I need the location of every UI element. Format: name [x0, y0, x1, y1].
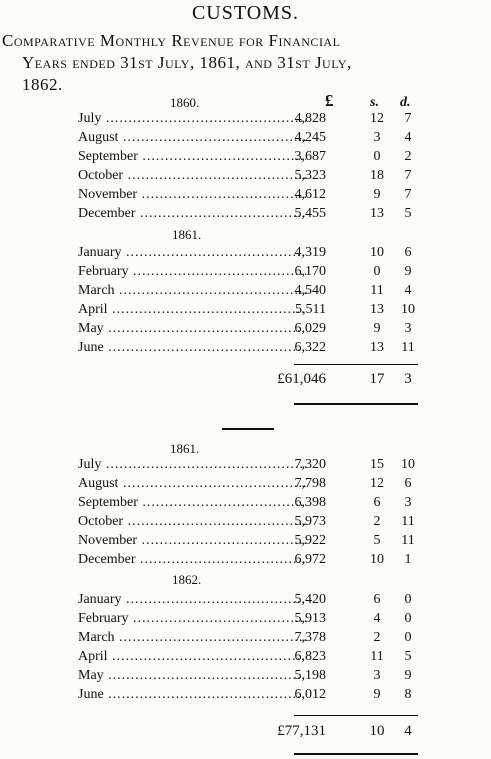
total-row [0, 723, 491, 743]
shillings-value: 3 [373, 130, 381, 145]
pounds-value: 4,319 [294, 245, 326, 260]
total-pence: 3 [404, 371, 412, 387]
pence-value: 11 [401, 514, 415, 529]
pounds-value: 4,245 [294, 130, 326, 145]
pence-value: 2 [404, 149, 412, 164]
table-row [0, 630, 491, 649]
table-row [0, 264, 491, 283]
table-row [0, 687, 491, 706]
total-shillings: 17 [369, 371, 385, 387]
month-label: June ..... [78, 687, 306, 703]
month-label: October ..... [78, 168, 306, 184]
pounds-value: 5,913 [294, 611, 326, 626]
pence-value: 10 [401, 302, 415, 317]
month-label: January ..... [78, 592, 306, 608]
subtitle-line-3: 1862. [22, 75, 63, 94]
shillings-value: 13 [370, 206, 384, 221]
section2-year-a: 1861. [170, 441, 200, 456]
shillings-value: 11 [370, 649, 384, 664]
month-label: September ..... [78, 495, 306, 511]
pounds-value: 4,828 [294, 111, 326, 126]
month-label: December ..... [78, 206, 306, 222]
shillings-value: 0 [373, 264, 381, 279]
shillings-value: 18 [370, 168, 384, 183]
pounds-header: £ [325, 91, 334, 110]
shillings-value: 15 [370, 457, 384, 472]
month-label: March ..... [78, 283, 306, 299]
shillings-value: 2 [373, 630, 381, 645]
section1-year-b: 1861. [172, 227, 202, 242]
pence-value: 9 [404, 264, 412, 279]
pence-value: 7 [404, 168, 412, 183]
pounds-value: 6,012 [294, 687, 326, 702]
month-label: May ..... [78, 668, 306, 684]
table-row [0, 457, 491, 476]
month-label: January ..... [78, 245, 306, 261]
total-rule-top [294, 364, 418, 365]
month-label: August ..... [78, 130, 306, 146]
shillings-value: 10 [370, 552, 384, 567]
pence-value: 11 [401, 533, 415, 548]
pence-value: 5 [404, 206, 412, 221]
section-divider [222, 428, 274, 430]
shillings-value: 0 [373, 149, 381, 164]
shillings-value: 6 [373, 592, 381, 607]
table-row [0, 111, 491, 130]
shillings-value: 13 [370, 302, 384, 317]
table-row [0, 245, 491, 264]
pounds-value: 5,511 [295, 302, 326, 317]
total-pence: 4 [404, 723, 412, 739]
month-label: December ..... [78, 552, 306, 568]
pence-value: 6 [404, 245, 412, 260]
table-row [0, 649, 491, 668]
pence-value: 0 [404, 630, 412, 645]
section1-year-a: 1860. [170, 95, 200, 110]
total-row [0, 371, 491, 391]
pence-value: 3 [404, 321, 412, 336]
table-row [0, 514, 491, 533]
shillings-value: 12 [370, 111, 384, 126]
table-row [0, 168, 491, 187]
pence-value: 0 [404, 592, 412, 607]
month-label: May ..... [78, 321, 306, 337]
month-label: February ..... [78, 264, 306, 280]
pounds-value: 5,973 [294, 514, 326, 529]
table-row [0, 340, 491, 359]
month-label: February ..... [78, 611, 306, 627]
total-shillings: 10 [369, 723, 385, 739]
month-label: November ..... [78, 533, 306, 549]
shillings-value: 9 [373, 321, 381, 336]
table-row [0, 187, 491, 206]
subtitle-line-1: Comparative Monthly Revenue for Financial [2, 31, 341, 50]
table-row [0, 476, 491, 495]
shillings-value: 3 [373, 668, 381, 683]
table-row [0, 495, 491, 514]
shillings-value: 10 [370, 245, 384, 260]
pence-value: 5 [404, 649, 412, 664]
pence-value: 9 [404, 668, 412, 683]
pounds-value: 6,823 [294, 649, 326, 664]
page-title: CUSTOMS. [191, 2, 300, 24]
shillings-value: 9 [373, 687, 381, 702]
pounds-value: 7,798 [294, 476, 326, 491]
pounds-value: 5,455 [294, 206, 326, 221]
pence-header: d. [400, 95, 411, 110]
shillings-value: 6 [373, 495, 381, 510]
month-label: March ..... [78, 630, 306, 646]
pounds-value: 5,323 [294, 168, 326, 183]
subtitle-line-2: Years ended 31st July, 1861, and 31st July, [22, 53, 352, 72]
table-row [0, 302, 491, 321]
total-rule-bottom [294, 403, 418, 405]
pounds-value: 6,170 [294, 264, 326, 279]
table-row [0, 130, 491, 149]
month-label: April ..... [78, 649, 306, 665]
pounds-value: 7,320 [294, 457, 326, 472]
table-row [0, 592, 491, 611]
pounds-value: 4,540 [294, 283, 326, 298]
month-label: July ..... [78, 457, 306, 473]
pounds-value: 5,198 [294, 668, 326, 683]
pence-value: 7 [404, 187, 412, 202]
month-label: September ..... [78, 149, 306, 165]
pence-value: 4 [404, 283, 412, 298]
table-row [0, 533, 491, 552]
pounds-value: 7,378 [294, 630, 326, 645]
table-row [0, 321, 491, 340]
table-row [0, 552, 491, 571]
pounds-value: 5,420 [294, 592, 326, 607]
month-label: November ..... [78, 187, 306, 203]
pounds-value: 5,922 [294, 533, 326, 548]
pence-value: 8 [404, 687, 412, 702]
pounds-value: 4,612 [294, 187, 326, 202]
shillings-value: 9 [373, 187, 381, 202]
pounds-value: 6,322 [294, 340, 326, 355]
table-row [0, 283, 491, 302]
pence-value: 6 [404, 476, 412, 491]
shillings-value: 12 [370, 476, 384, 491]
total-rule-top [294, 715, 418, 716]
pence-value: 10 [401, 457, 415, 472]
pence-value: 3 [404, 495, 412, 510]
total-rule-bottom [294, 753, 418, 755]
pence-value: 1 [404, 552, 412, 567]
table-row [0, 611, 491, 630]
table-row [0, 206, 491, 225]
shillings-value: 13 [370, 340, 384, 355]
pounds-value: 6,398 [294, 495, 326, 510]
month-label: August ..... [78, 476, 306, 492]
total-pounds: £77,131 [277, 723, 326, 739]
total-pounds: £61,046 [277, 371, 326, 387]
pence-value: 11 [401, 340, 415, 355]
pounds-value: 6,029 [294, 321, 326, 336]
table-row [0, 668, 491, 687]
pence-value: 0 [404, 611, 412, 626]
month-label: October ..... [78, 514, 306, 530]
month-label: July ..... [78, 111, 306, 127]
month-label: June ..... [78, 340, 306, 356]
month-label: April ..... [78, 302, 306, 318]
pence-value: 7 [404, 111, 412, 126]
shillings-value: 4 [373, 611, 381, 626]
shillings-value: 2 [373, 514, 381, 529]
pounds-value: 3,687 [294, 149, 326, 164]
shillings-value: 5 [373, 533, 381, 548]
pounds-value: 6,972 [294, 552, 326, 567]
table-row [0, 149, 491, 168]
shillings-value: 11 [370, 283, 384, 298]
section2-year-b: 1862. [172, 572, 202, 587]
shillings-header: s. [370, 95, 379, 110]
pence-value: 4 [404, 130, 412, 145]
